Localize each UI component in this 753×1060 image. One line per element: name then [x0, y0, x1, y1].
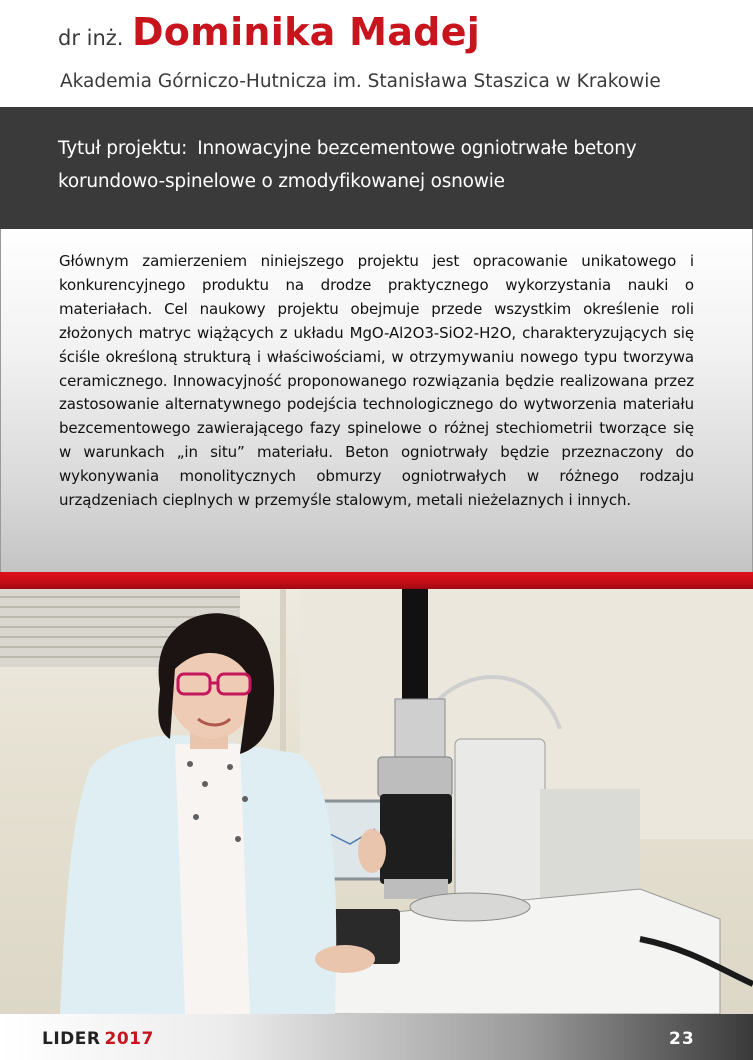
- researcher-name: Dominika Madej: [131, 10, 481, 54]
- red-divider: [0, 572, 753, 589]
- abstract-text: Głównym zamierzeniem niniejszego projektu jest opracowanie unikatowego i konkurencyjnego produktu na drodze praktycznego wykorzystania nauki o materiałach. Cel naukowy projektu obejmuje przede wszystkim określenie roli złożonych matryc wiążących z układu MgO-Al2O3-SiO2-H2O, charakteryzujących się ściśle określoną strukturą i właściwościami, w otrzymywaniu nowego typu tworzywa ceramicznego. Innowacyjność proponowanego rozwiązania będzie realizowana przez zastosowanie alternatywnego podejścia technologicznego do wytworzenia materiału bezcementowego zawierającego fazy spinelowe o różnej stechiometrii tworzące się w warunkach „in situ” materiału. Beton ogniotrwały będzie przeznaczony do wykonywania monolitycznych obmurzy ogniotrwałych w różnego rodzaju urządzeniach cieplnych w przemyśle stalowym, metali nieżelaznych i innych.: [59, 252, 694, 510]
- page-header: [0, 0, 753, 107]
- footer-brand: [42, 1029, 154, 1049]
- footer-brand-year: 2017: [104, 1029, 154, 1049]
- project-title-text: Innowacyjne bezcementowe ogniotrwałe betony korundowo-spinelowe o zmodyfikowanej osnowie: [58, 138, 637, 192]
- lab-photo-illustration: [0, 589, 753, 1014]
- page-number: 23: [669, 1029, 695, 1049]
- project-title-label: Tytuł projektu:: [58, 138, 188, 159]
- academic-title: dr inż.: [58, 26, 124, 50]
- footer-brand-word: LIDER: [42, 1029, 101, 1049]
- affiliation: Akademia Górniczo-Hutnicza im. Stanisława Staszica w Krakowie: [60, 71, 661, 92]
- researcher-heading: [58, 10, 480, 54]
- researcher-photo: [0, 589, 753, 1014]
- project-title: [58, 132, 718, 198]
